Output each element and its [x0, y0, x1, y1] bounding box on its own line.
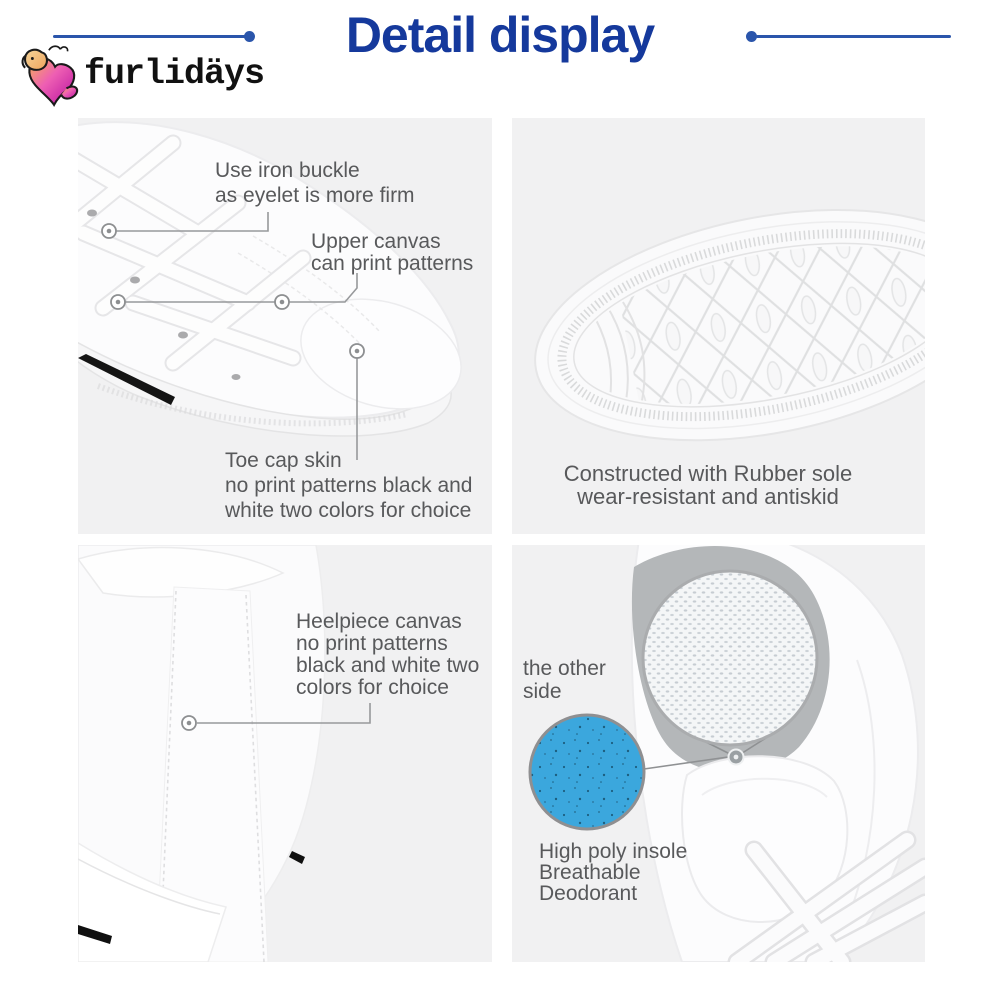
panel-shoe-side	[78, 118, 492, 534]
brand-name: furlidäys	[84, 54, 265, 94]
caption-rubber-sole: Constructed with Rubber sole wear-resistant and antiskid	[563, 461, 853, 509]
callout-marker-icon	[182, 716, 196, 730]
annotation-other-side: the other side	[523, 657, 606, 703]
callout-marker-icon	[729, 750, 744, 765]
panel-insole	[512, 545, 925, 962]
panel-heelpiece	[78, 545, 492, 962]
insole-other-side-magnifier	[530, 715, 644, 829]
rubber-sole-shape	[515, 173, 925, 476]
title-rule-right	[756, 35, 951, 38]
sole-mark-right	[289, 851, 305, 864]
annotation-heelpiece: Heelpiece canvas no print patterns black and white two colors for choice	[296, 610, 480, 699]
annotation-iron-buckle: Use iron buckle as eyelet is more firm	[215, 159, 415, 207]
annotation-insole-features: High poly insole Breathable Deodorant	[539, 840, 688, 905]
insole-texture-magnifier	[643, 571, 817, 745]
page-title: Detail display	[345, 7, 655, 63]
heel-illustration	[78, 545, 492, 962]
annotation-upper-canvas: Upper canvas can print patterns	[311, 230, 474, 275]
panel-rubber-sole	[512, 118, 925, 534]
annotation-toe-cap: Toe cap skin no print patterns black and white two colors for choice	[225, 449, 473, 522]
